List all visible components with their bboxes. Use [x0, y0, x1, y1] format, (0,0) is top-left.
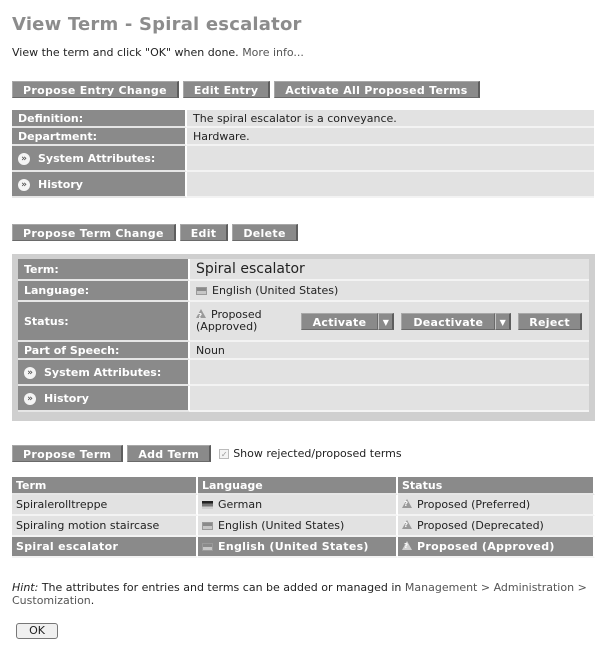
term-details-panel	[12, 254, 595, 421]
language-label: Language:	[18, 281, 190, 302]
warning-question-icon	[402, 520, 412, 529]
term-row	[18, 259, 589, 281]
definition-row	[12, 110, 594, 128]
status-row	[18, 302, 589, 342]
term-history-toggle[interactable]	[18, 386, 190, 412]
status-cell	[190, 302, 589, 342]
status-cell	[398, 516, 595, 537]
term-value: Spiral escalator	[190, 259, 589, 281]
show-rejected-proposed-label: Show rejected/proposed terms	[233, 447, 402, 460]
warning-question-icon	[196, 309, 206, 318]
part-of-speech-label: Part of Speech:	[18, 342, 190, 360]
status-text: Proposed (Preferred)	[417, 498, 531, 511]
term-history-label: History	[44, 392, 89, 406]
entry-history-row	[12, 172, 594, 198]
entry-details-table	[12, 110, 594, 198]
hint-prefix: Hint:	[12, 581, 39, 594]
status-value	[196, 309, 262, 333]
entry-system-attributes-row	[12, 146, 594, 172]
deactivate-dropdown-caret-down-icon[interactable]: ▼	[495, 313, 511, 330]
activate-button[interactable]: Activate	[301, 313, 379, 330]
part-of-speech-value: Noun	[190, 342, 589, 360]
language-cell	[198, 495, 398, 516]
activate-all-proposed-terms-button[interactable]: Activate All Proposed Terms	[274, 81, 479, 98]
language-value: English (United States)	[212, 284, 339, 297]
term-system-attributes-label: System Attributes:	[44, 366, 162, 380]
part-of-speech-row	[18, 342, 589, 360]
activate-dropdown-caret-down-icon[interactable]: ▼	[378, 313, 394, 330]
more-info-link[interactable]: More info...	[242, 46, 304, 59]
term-history-value	[190, 386, 589, 412]
term-system-attributes-toggle[interactable]	[18, 360, 190, 386]
entry-system-attributes-value	[187, 146, 594, 172]
double-chevron-right-icon: »	[18, 179, 30, 191]
language-text: English (United States)	[218, 519, 345, 532]
language-text: English (United States)	[218, 540, 369, 553]
column-header-term[interactable]: Term	[12, 477, 198, 495]
terms-table	[12, 477, 595, 558]
term-cell: Spiral escalator	[12, 537, 198, 558]
status-text: Proposed (Approved)	[417, 540, 555, 553]
entry-history-toggle[interactable]	[12, 172, 187, 198]
table-row-selected[interactable]	[12, 537, 595, 558]
language-row	[18, 281, 589, 302]
hint-body: The attributes for entries and terms can be added or managed in	[38, 581, 405, 594]
ok-button[interactable]: OK	[16, 623, 58, 639]
language-cell	[190, 281, 589, 302]
term-details-table	[18, 259, 589, 412]
deactivate-split-button	[401, 313, 511, 330]
activate-split-button	[301, 313, 395, 330]
status-cell	[398, 495, 595, 516]
entry-system-attributes-toggle[interactable]	[12, 146, 187, 172]
flag-us-icon	[202, 543, 213, 551]
department-label: Department:	[12, 128, 187, 146]
warning-question-icon	[402, 499, 412, 508]
show-rejected-proposed-checkbox[interactable]	[219, 447, 401, 460]
intro-instruction: View the term and click "OK" when done.	[12, 46, 239, 59]
language-cell	[198, 537, 398, 558]
hint-suffix: .	[90, 594, 95, 607]
status-cell	[398, 537, 595, 558]
status-value-line1: Proposed	[211, 308, 262, 321]
language-cell	[198, 516, 398, 537]
warning-question-icon	[402, 541, 412, 550]
flag-us-icon	[202, 522, 213, 530]
propose-entry-change-button[interactable]: Propose Entry Change	[12, 81, 179, 98]
add-term-button[interactable]: Add Term	[127, 445, 211, 462]
term-system-attributes-row	[18, 360, 589, 386]
intro-text	[12, 46, 304, 59]
double-chevron-right-icon: »	[24, 367, 36, 379]
double-chevron-right-icon: »	[24, 393, 36, 405]
definition-label: Definition:	[12, 110, 187, 128]
double-chevron-right-icon: »	[18, 153, 30, 165]
status-label: Status:	[18, 302, 190, 342]
term-label: Term:	[18, 259, 190, 281]
propose-term-change-button[interactable]: Propose Term Change	[12, 224, 176, 241]
language-text: German	[218, 498, 263, 511]
customization-path-link[interactable]: Management > Administration > Customization	[12, 581, 587, 607]
department-value: Hardware.	[187, 128, 594, 146]
hint-text	[12, 581, 592, 607]
entry-toolbar	[12, 81, 480, 98]
column-header-language[interactable]: Language	[198, 477, 398, 495]
term-cell: Spiraling motion staircase	[12, 516, 198, 537]
term-toolbar	[12, 224, 298, 241]
deactivate-button[interactable]: Deactivate	[401, 313, 495, 330]
term-cell: Spiralerolltreppe	[12, 495, 198, 516]
status-value-line2: (Approved)	[196, 320, 258, 333]
propose-term-button[interactable]: Propose Term	[12, 445, 123, 462]
flag-us-icon	[196, 287, 207, 295]
entry-system-attributes-label: System Attributes:	[38, 152, 156, 166]
table-row[interactable]	[12, 516, 595, 537]
status-actions	[301, 313, 582, 330]
checkbox-checked-icon[interactable]: ✓	[220, 449, 228, 459]
delete-term-button[interactable]: Delete	[232, 224, 297, 241]
column-header-status[interactable]: Status	[398, 477, 595, 495]
entry-history-label: History	[38, 178, 83, 192]
department-row	[12, 128, 594, 146]
terms-toolbar	[12, 445, 402, 462]
flag-de-icon	[202, 501, 213, 509]
definition-value: The spiral escalator is a conveyance.	[187, 110, 594, 128]
edit-term-button[interactable]: Edit	[180, 224, 229, 241]
edit-entry-button[interactable]: Edit Entry	[183, 81, 270, 98]
entry-history-value	[187, 172, 594, 198]
table-row[interactable]	[12, 495, 595, 516]
page-title: View Term - Spiral escalator	[12, 14, 302, 35]
term-system-attributes-value	[190, 360, 589, 386]
status-text: Proposed (Deprecated)	[417, 519, 544, 532]
terms-table-header	[12, 477, 595, 495]
reject-button[interactable]: Reject	[518, 313, 582, 330]
term-history-row	[18, 386, 589, 412]
